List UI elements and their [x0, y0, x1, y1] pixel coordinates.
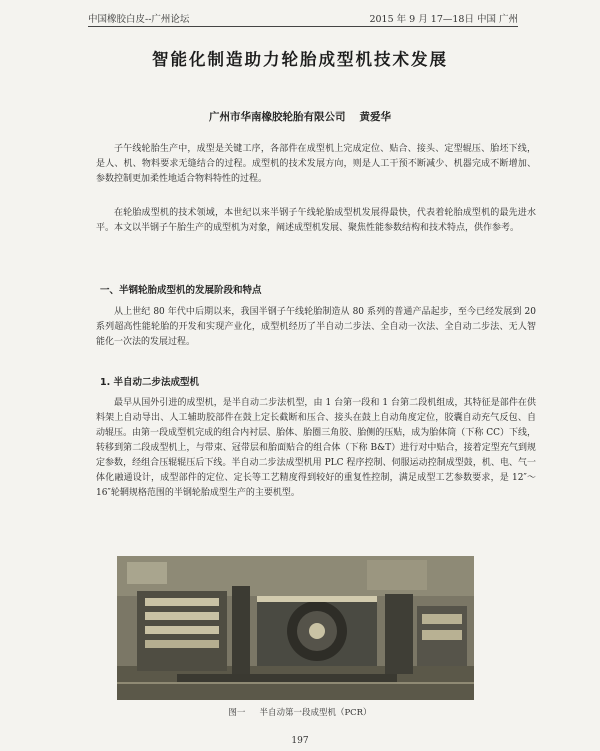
subsection-heading: 1. 半自动二步法成型机: [100, 377, 200, 388]
section-heading: 一、半钢轮胎成型机的发展阶段和特点: [100, 285, 262, 296]
author-name: 黄爱华: [359, 111, 391, 123]
figure-label: 图一: [228, 708, 246, 718]
header-right: 2015 年 9 月 17—18日 中国 广州: [369, 14, 518, 25]
figure-caption-text: 半自动第一段成型机（PCR）: [259, 708, 372, 718]
author-organization: 广州市华南橡胶轮胎有限公司: [209, 111, 346, 123]
figure-photo-building-machine: [117, 556, 474, 700]
running-header: [88, 8, 518, 27]
paper-title: 智能化制造助力轮胎成型机技术发展: [152, 50, 448, 69]
page-number: 197: [291, 736, 309, 746]
paragraph-intro-2: 在轮胎成型机的技术领域，本世纪以来半钢子午线轮胎成型机发展得最快，代表着轮胎成型机的最先进水平。本文以半钢子午胎生产的成型机为对象，阐述成型机发展、聚焦性能参数结构和技术特点，供作参考。: [96, 208, 536, 233]
figure-caption: [0, 706, 600, 718]
header-left: 中国橡胶白皮--广州论坛: [88, 14, 190, 25]
author-line: [0, 109, 600, 124]
paragraph-section-1: 从上世纪 80 年代中后期以来，我国半钢子午线轮胎制造从 80 系列的普通产品起步，至今已经发展到 20 系列超高性能轮胎的开发和实现产业化，成型机经历了半自动二步法、全自动一次法、全自动二步法、无人智能化一次法的发展过程。: [96, 307, 536, 347]
paragraph-intro-1: 子午线轮胎生产中，成型是关键工序，各部件在成型机上完成定位、贴合、接头、定型辊压、胎坯下线，是人、机、物料要求无缝结合的过程。成型机的技术发展方向，则是人工干预不断减少、机器完成不断增加、参数控制更加柔性地适合物料特性的过程。: [96, 144, 536, 184]
paragraph-subsection-1: 最早从国外引进的成型机，是半自动二步法机型，由 1 台第一段和 1 台第二段机组成，其特征是部件在供料架上自动导出、人工辅助胶部件在鼓上定长截断和压合、接头在鼓上自动角度定位，胶囊自动充气反包、自动辊压。由第一段成型机完成的组合内衬层、胎体、胎圈三角胶、胎侧的压贴，成为胎体筒（下称 CC）下线，转移到第二段成型机上，与带束、冠带层和胎面贴合的组合体（下称 B&T）进行对中贴合，接着定型充气到规定参数，经组合压辊辊压后下线。半自动二步法成型机用 PLC 程序控制、伺服运动控制成型鼓，机、电、气一体化融通设计，成型部件的定位、定长等工艺精度得到较好的重复性控制，满足成型工艺参数要求，是 12″～16″轮辋规格范围的半钢轮胎成型生产的主要机型。: [96, 398, 536, 498]
